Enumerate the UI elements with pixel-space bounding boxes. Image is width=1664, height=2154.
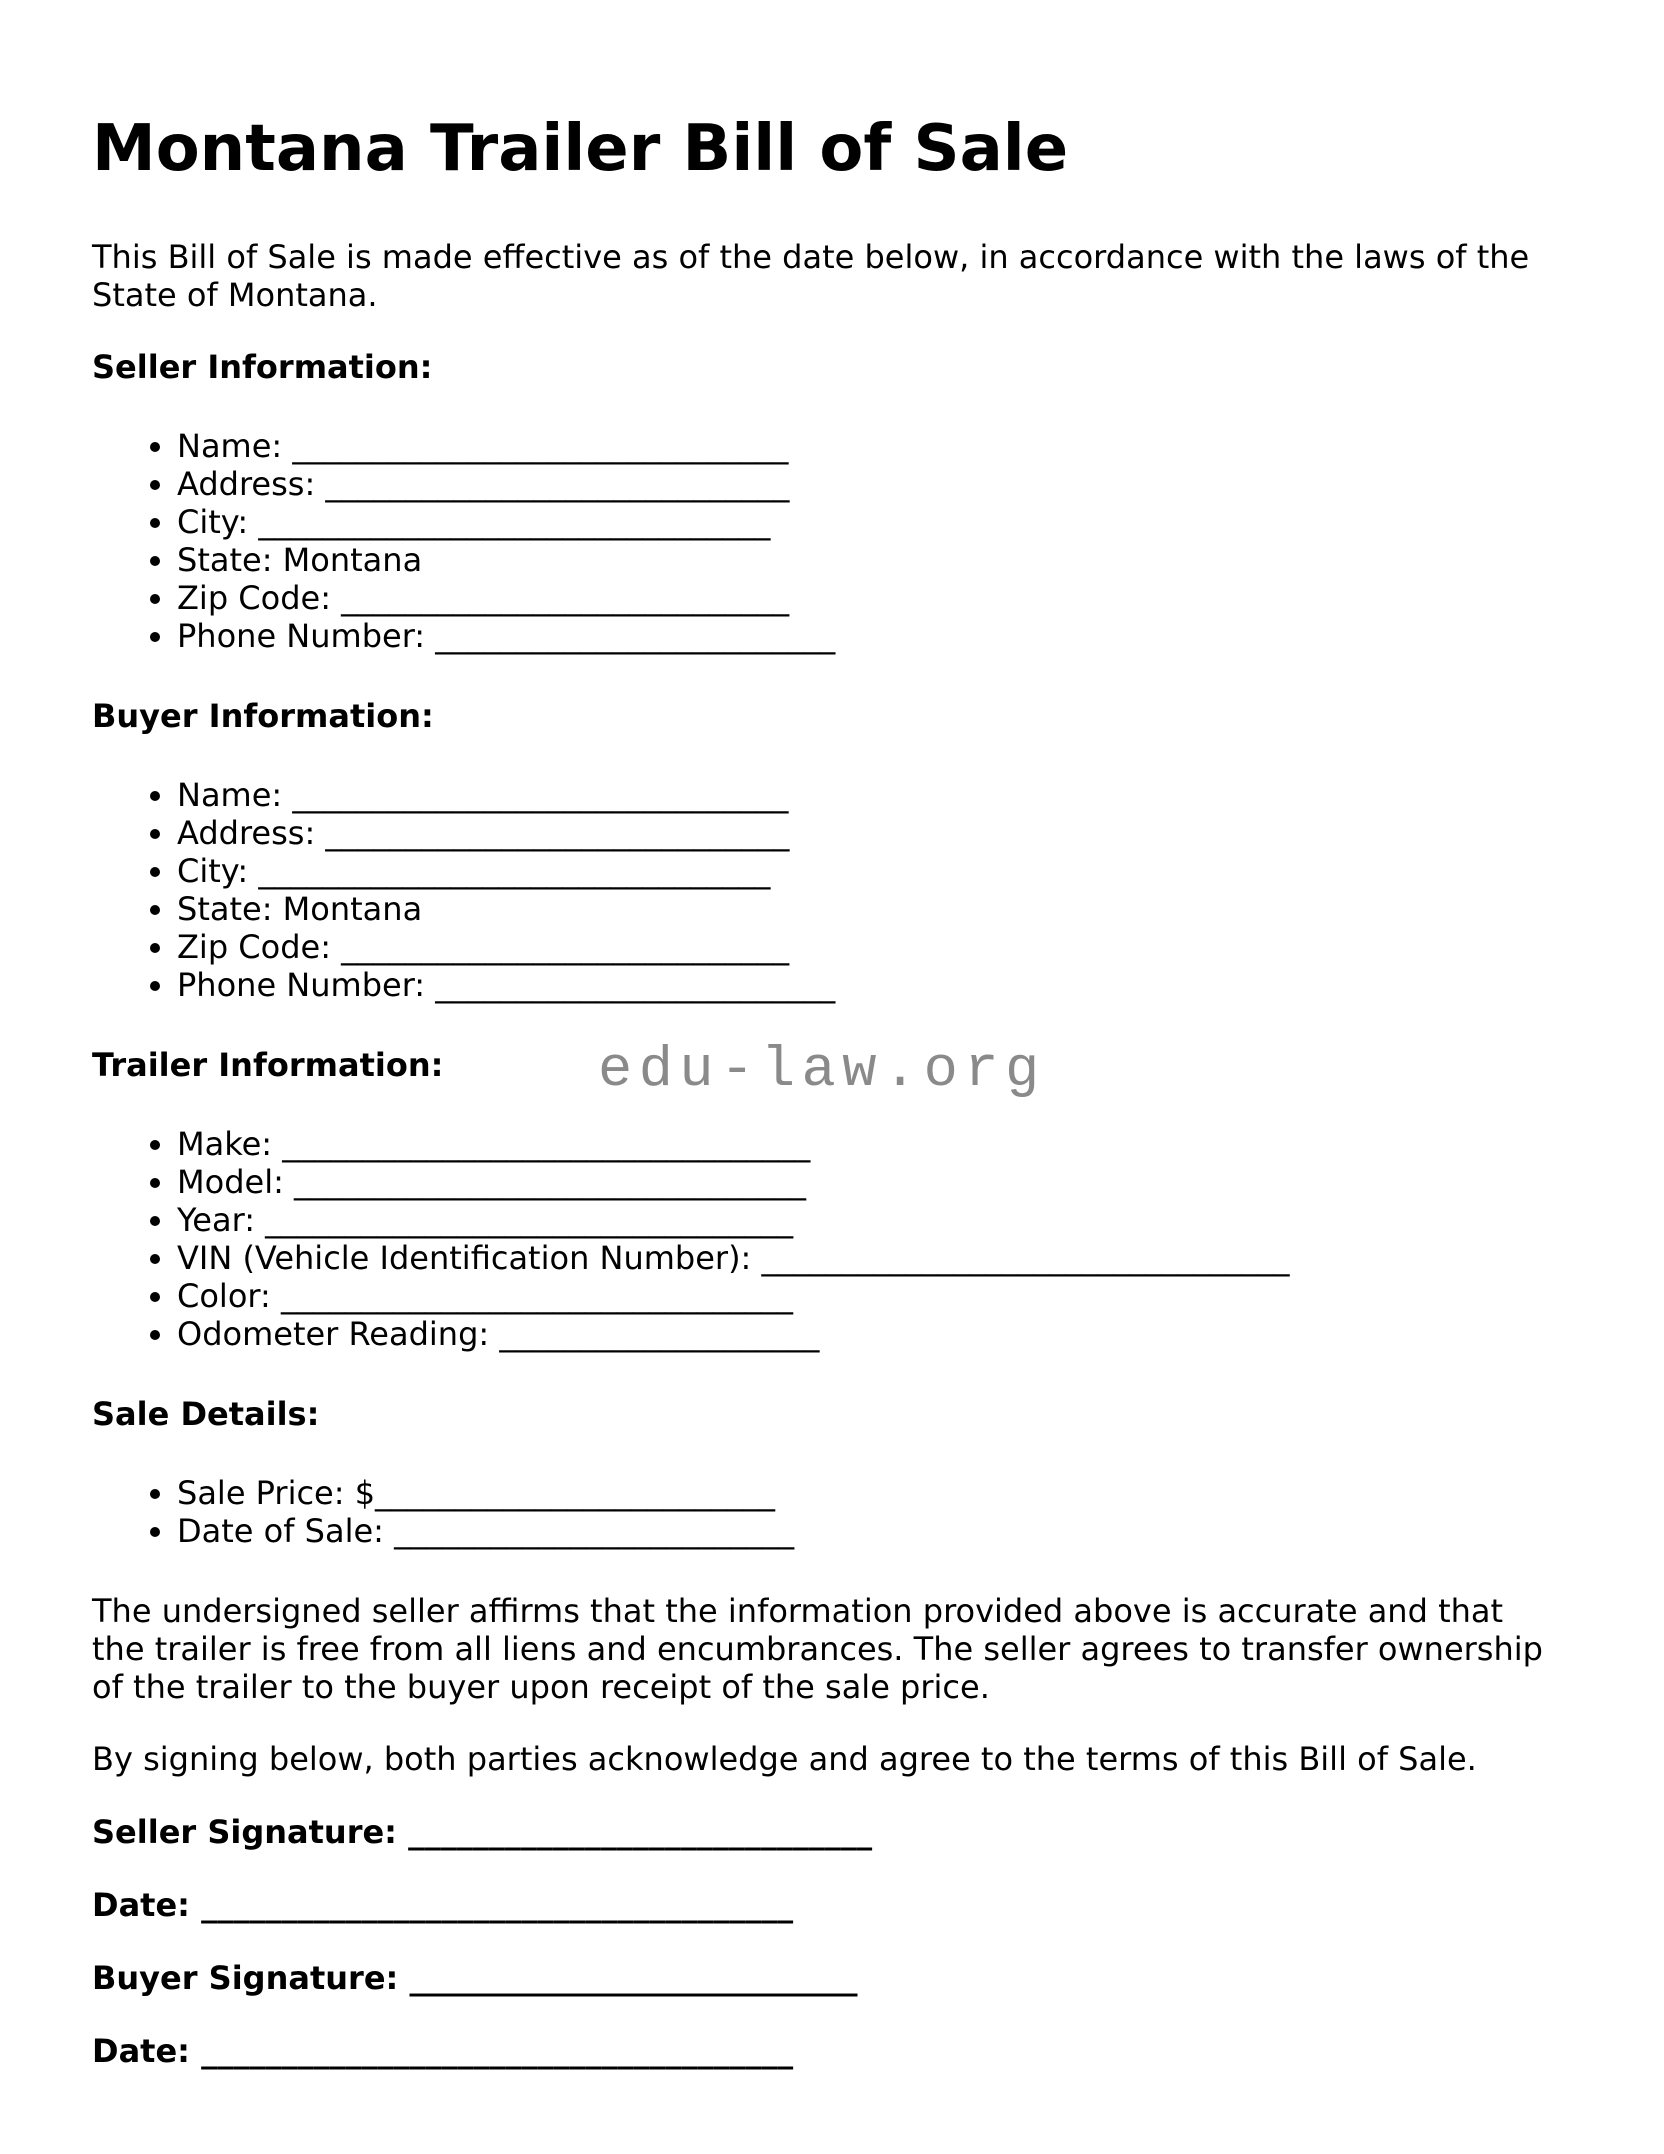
document-title: Montana Trailer Bill of Sale bbox=[92, 112, 1069, 186]
field-seller-address bbox=[177, 465, 1574, 503]
field-label: Address: bbox=[177, 814, 316, 852]
field-date-of-sale bbox=[177, 1512, 1574, 1550]
seller-section-heading: Seller Information: bbox=[92, 348, 433, 386]
blank-line: ________________________________ bbox=[258, 852, 771, 890]
seller-signature-label: Seller Signature: bbox=[92, 1813, 397, 1851]
field-label: Name: bbox=[177, 776, 283, 814]
blank-line: _________________________ bbox=[435, 966, 836, 1004]
field-label: Address: bbox=[177, 465, 316, 503]
field-trailer-color bbox=[177, 1277, 1574, 1315]
field-value: $ bbox=[354, 1474, 376, 1512]
blank-line: _________________________ bbox=[375, 1474, 776, 1512]
affirmation-line-3: of the trailer to the buyer upon receipt of the sale price. bbox=[92, 1668, 990, 1706]
field-label: City: bbox=[177, 852, 249, 890]
sale-field-list bbox=[92, 1474, 1574, 1550]
field-buyer-zip bbox=[177, 928, 1574, 966]
seller-field-list bbox=[92, 427, 1574, 655]
field-seller-city bbox=[177, 503, 1574, 541]
field-label: Date of Sale: bbox=[177, 1512, 384, 1550]
seller-date-label: Date: bbox=[92, 1886, 190, 1924]
field-label: Color: bbox=[177, 1277, 271, 1315]
buyer-signature-label: Buyer Signature: bbox=[92, 1959, 399, 1997]
section-seller-information bbox=[92, 348, 1574, 655]
blank-line: ________________________________ bbox=[294, 1163, 807, 1201]
section-buyer-information bbox=[92, 697, 1574, 1004]
seller-signature-row bbox=[92, 1813, 1574, 1851]
field-label: Phone Number: bbox=[177, 617, 426, 655]
blank-line: _______________________________ bbox=[292, 776, 789, 814]
field-buyer-name bbox=[177, 776, 1574, 814]
field-sale-price bbox=[177, 1474, 1574, 1512]
buyer-date-line: _____________________________________ bbox=[201, 2032, 794, 2070]
buyer-date-row bbox=[92, 2032, 1574, 2070]
blank-line: _____________________________ bbox=[325, 814, 790, 852]
seller-date-row bbox=[92, 1886, 1574, 1924]
field-trailer-model bbox=[177, 1163, 1574, 1201]
field-seller-phone bbox=[177, 617, 1574, 655]
blank-line: _________________________ bbox=[435, 617, 836, 655]
field-trailer-make bbox=[177, 1125, 1574, 1163]
field-seller-zip bbox=[177, 579, 1574, 617]
field-value: Montana bbox=[282, 890, 423, 928]
blank-line: _______________________________ bbox=[292, 427, 789, 465]
blank-line: ____________________________ bbox=[341, 928, 790, 966]
section-sale-details bbox=[92, 1395, 1574, 1550]
blank-line: ____________________________ bbox=[341, 579, 790, 617]
buyer-section-heading: Buyer Information: bbox=[92, 697, 434, 735]
affirmation-paragraph bbox=[92, 1592, 1574, 1706]
affirmation-line-1: The undersigned seller affirms that the information provided above is accurate and that bbox=[92, 1592, 1504, 1630]
field-buyer-address bbox=[177, 814, 1574, 852]
watermark: edu-law.org bbox=[598, 1039, 1046, 1103]
field-label: Phone Number: bbox=[177, 966, 426, 1004]
field-buyer-state bbox=[177, 890, 1574, 928]
field-buyer-city bbox=[177, 852, 1574, 890]
field-label: Year: bbox=[177, 1201, 255, 1239]
sale-section-heading: Sale Details: bbox=[92, 1395, 320, 1433]
buyer-signature-line: ____________________________ bbox=[409, 1959, 858, 1997]
affirmation-line-2: the trailer is free from all liens and encumbrances. The seller agrees to transfer ownership bbox=[92, 1630, 1543, 1668]
field-buyer-phone bbox=[177, 966, 1574, 1004]
blank-line: ____________________ bbox=[499, 1315, 820, 1353]
field-label: Zip Code: bbox=[177, 928, 331, 966]
seller-date-line: _____________________________________ bbox=[201, 1886, 794, 1924]
blank-line: _____________________________ bbox=[325, 465, 790, 503]
field-label: Sale Price: bbox=[177, 1474, 345, 1512]
field-seller-name bbox=[177, 427, 1574, 465]
buyer-field-list bbox=[92, 776, 1574, 1004]
blank-line: ________________________________ bbox=[280, 1277, 793, 1315]
buyer-date-label: Date: bbox=[92, 2032, 190, 2070]
trailer-section-heading: Trailer Information: bbox=[92, 1046, 444, 1084]
field-label: City: bbox=[177, 503, 249, 541]
field-label: VIN (Vehicle Identification Number): bbox=[177, 1239, 752, 1277]
intro-paragraph bbox=[92, 238, 1574, 314]
field-value: Montana bbox=[282, 541, 423, 579]
field-seller-state bbox=[177, 541, 1574, 579]
signing-statement: By signing below, both parties acknowledge and agree to the terms of this Bill of Sale. bbox=[92, 1740, 1477, 1778]
blank-line: _________________________________ bbox=[282, 1125, 811, 1163]
blank-line: _________________________ bbox=[394, 1512, 795, 1550]
trailer-field-list bbox=[92, 1125, 1574, 1353]
intro-line-1: This Bill of Sale is made effective as of the date below, in accordance with the laws of the bbox=[92, 238, 1530, 276]
intro-line-2: State of Montana. bbox=[92, 276, 378, 314]
field-label: State: bbox=[177, 890, 273, 928]
field-trailer-odometer bbox=[177, 1315, 1574, 1353]
seller-signature-line: _____________________________ bbox=[408, 1813, 873, 1851]
field-label: Odometer Reading: bbox=[177, 1315, 490, 1353]
field-trailer-vin bbox=[177, 1239, 1574, 1277]
field-label: Name: bbox=[177, 427, 283, 465]
buyer-signature-row bbox=[92, 1959, 1574, 1997]
blank-line: ________________________________ bbox=[258, 503, 771, 541]
field-trailer-year bbox=[177, 1201, 1574, 1239]
blank-line: _________________________________ bbox=[265, 1201, 794, 1239]
field-label: Make: bbox=[177, 1125, 273, 1163]
field-label: State: bbox=[177, 541, 273, 579]
field-label: Model: bbox=[177, 1163, 284, 1201]
blank-line: _________________________________ bbox=[761, 1239, 1290, 1277]
field-label: Zip Code: bbox=[177, 579, 331, 617]
